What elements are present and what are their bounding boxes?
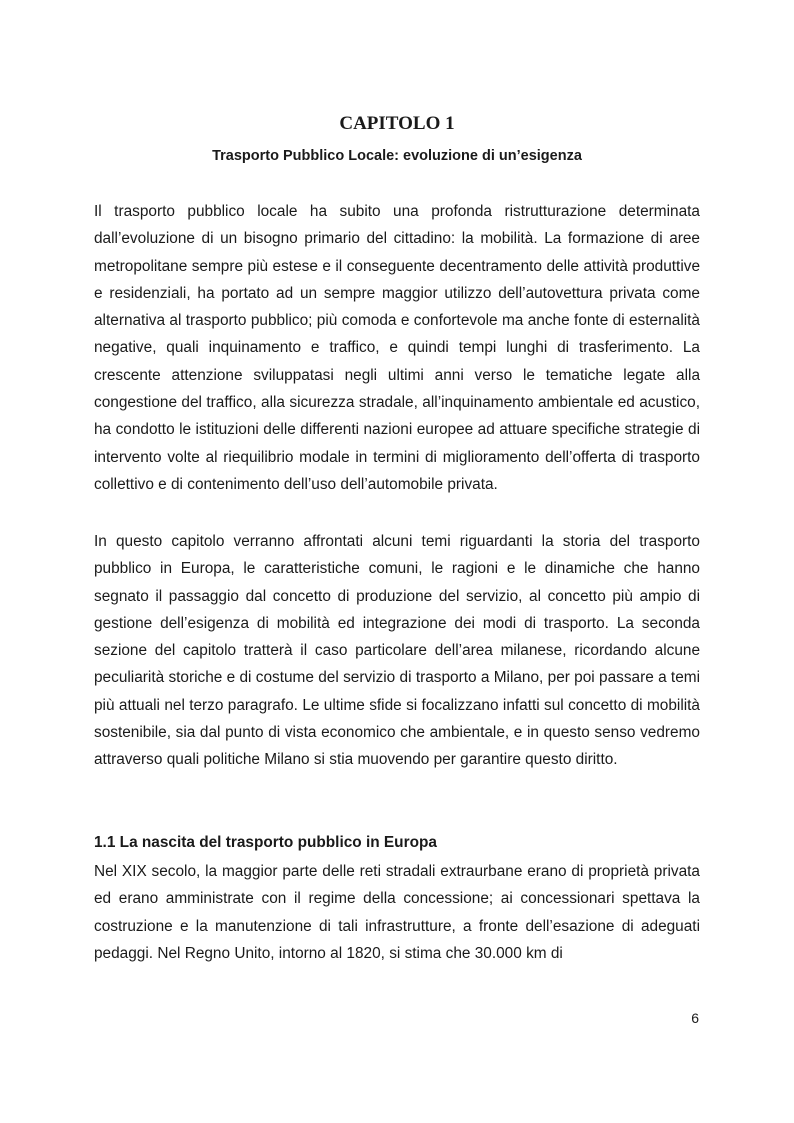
body-paragraph: Il trasporto pubblico locale ha subito una profonda ristrutturazione determinata dall’evoluzione di un bisogno primario del cittadino: la mobilità. La formazione di aree metropolitane sempre più estese e il conseguente decentramento delle attività produttive e residenziali, ha portato ad un sempre maggior utilizzo dell’autovettura privata come alternativa al trasporto pubblico; più comoda e confortevole ma anche fonte di esternalità negative, quali inquinamento e traffico, e quindi tempi lunghi di trasferimento. La crescente attenzione sviluppatasi negli ultimi anni verso le tematiche legate alla congestione del traffico, alla sicurezza stradale, all’inquinamento ambientale ed acustico, ha condotto le istituzioni delle differenti nazioni europee ad attuare specifiche strategie di intervento volte al riequilibrio modale in termini di miglioramento dell’offerta di trasporto collettivo e di contenimento dell’uso dell’automobile privata.	[94, 203, 700, 493]
page-number: 6	[691, 1010, 699, 1026]
section-paragraph: Nel XIX secolo, la maggior parte delle reti stradali extraurbane erano di proprietà privata ed erano amministrate con il regime della concessione; ai concessionari spettava la costruzione e la manutenzione di tali infrastrutture, a fronte dell’esazione di adeguati pedaggi. Nel Regno Unito, intorno al 1820, si stima che 30.000 km di	[94, 863, 700, 962]
body-paragraph: In questo capitolo verranno affrontati alcuni temi riguardanti la storia del trasporto pubblico in Europa, le caratteristiche comuni, le ragioni e le dinamiche che hanno segnato il passaggio dal concetto di produzione del servizio, al concetto più ampio di gestione dell’esigenza di mobilità ed integrazione dei modi di trasporto. La seconda sezione del capitolo tratterà il caso particolare dell’area milanese, ricordando alcune peculiarità storiche e di costume del servizio di trasporto a Milano, per poi passare a temi più attuali nel terzo paragrafo. Le ultime sfide si focalizzano infatti sul concetto di mobilità sostenibile, sia dal punto di vista economico che ambientale, e in questo senso vedremo attraverso quali politiche Milano si stia muovendo per garantire questo diritto.	[94, 533, 700, 769]
section-heading: 1.1 La nascita del trasporto pubblico in Europa	[94, 834, 437, 851]
chapter-subtitle: Trasporto Pubblico Locale: evoluzione di un’esigenza	[212, 148, 582, 164]
chapter-title: CAPITOLO 1	[339, 113, 455, 134]
